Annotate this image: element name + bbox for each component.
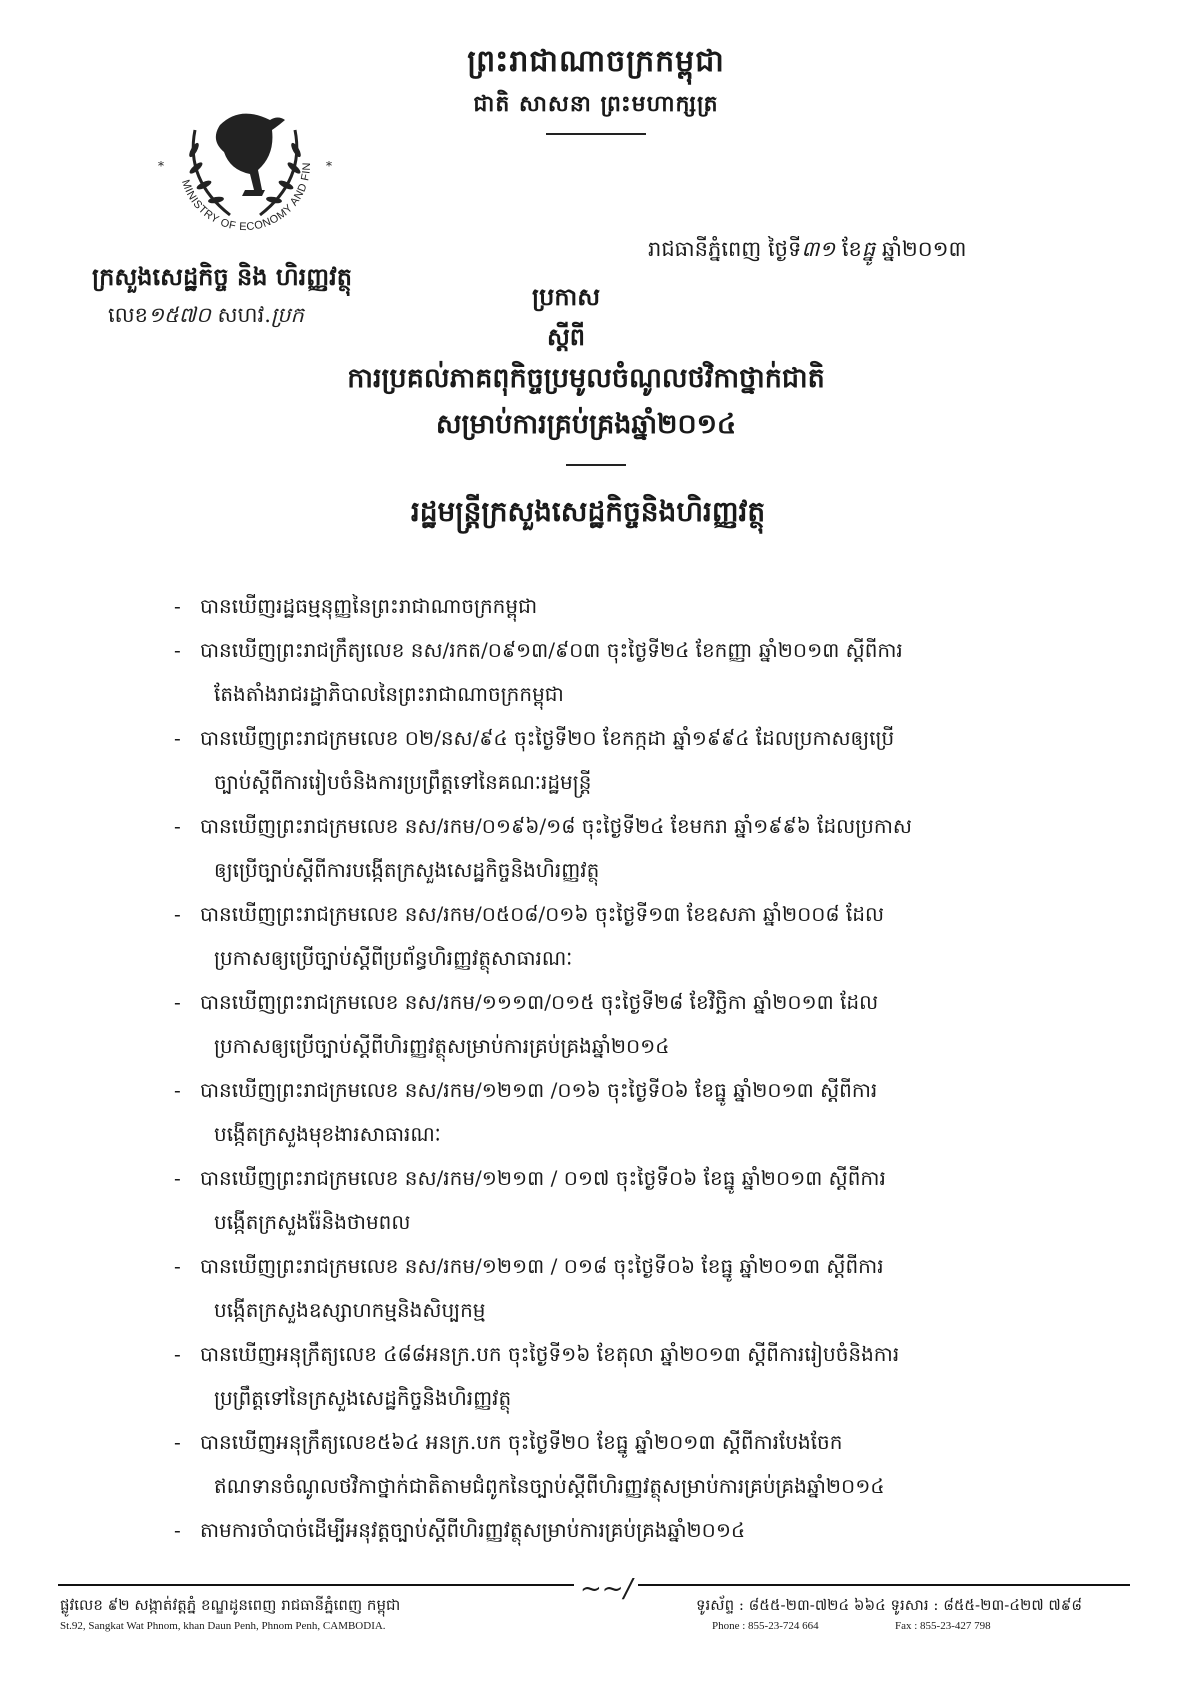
footer-contact-kh: ទូរស័ព្ទ : ៨៥៥-២៣-៧២៤ ៦៦៤ ទូរសារ : ៨៥៥-២៣-៤២៧ ៧៩៨ <box>696 1596 1082 1614</box>
preamble-line2: បង្កើតក្រសួងមុខងារសាធារណៈ <box>214 1122 441 1146</box>
bullet-dash: - <box>174 1078 181 1102</box>
preamble-line2: ច្បាប់ស្តីពីការរៀបចំនិងការប្រព្រឹត្តទៅនៃគណៈរដ្ឋមន្ត្រី <box>214 770 592 794</box>
document-subject-line1: ការប្រគល់ភាគពុកិច្ចប្រមូលចំណូលថវិកាថ្នាក់ជាតិ <box>347 363 825 394</box>
footer-phone-en: Phone : 855-23-724 664 <box>712 1620 819 1632</box>
preamble-line1: បានឃើញព្រះរាជក្រមលេខ នស/រកម/១២១៣ / ០១៨ ចុះថ្ងៃទី០៦ ខែធ្នូ ឆ្នាំ២០១៣ ស្តីពីការ <box>200 1254 884 1278</box>
preamble-item <box>174 1332 1054 1420</box>
date-month-label: ខែ <box>841 237 862 261</box>
footer-initial-mark: ~~/ <box>574 1574 638 1604</box>
preamble-item <box>174 1156 1054 1244</box>
preamble-item <box>174 892 1054 980</box>
preamble-line2: ឲ្យប្រើច្បាប់ស្តីពីការបង្កើតក្រសួងសេដ្ឋកិច្ចនិងហិរញ្ញវត្ថុ <box>214 858 600 882</box>
bullet-dash: - <box>174 1254 181 1278</box>
svg-text:*: * <box>158 159 164 173</box>
issuer-title: រដ្ឋមន្ត្រីក្រសួងសេដ្ឋកិច្ចនិងហិរញ្ញវត្ថុ <box>410 495 766 528</box>
bullet-dash: - <box>174 1430 181 1454</box>
preamble-line1: បានឃើញព្រះរាជក្រមលេខ នស/រកម/១១១៣/០១៥ ចុះថ្ងៃទី២៨ ខែវិច្ឆិកា ឆ្នាំ២០១៣ ដែល <box>200 990 879 1014</box>
preamble-line1: បានឃើញអនុក្រឹត្យលេខ ៤៨៨អនក្រ.បក ចុះថ្ងៃទី១៦ ខែតុលា ឆ្នាំ២០១៣ ស្តីពីការរៀបចំនិងការ <box>200 1342 900 1366</box>
ref-label: លេខ <box>108 303 148 327</box>
preamble-line2: តែងតាំងរាជរដ្ឋាភិបាលនៃព្រះរាជាណាចក្រកម្ពុជា <box>214 682 564 706</box>
preamble-item <box>174 1068 1054 1156</box>
bullet-dash: - <box>174 594 181 618</box>
bullet-dash: - <box>174 814 181 838</box>
footer-address-kh: ផ្លូវលេខ ៩២ សង្កាត់វត្តភ្នំ ខណ្ឌដូនពេញ រាជធានីភ្នំពេញ កម្ពុជា <box>60 1596 401 1614</box>
preamble-item <box>174 628 1054 716</box>
preamble-item <box>174 1508 1054 1552</box>
preamble-line2: បង្កើតក្រសួងឧស្សាហកម្មនិងសិប្បកម្ម <box>214 1298 486 1322</box>
preamble-line1: បានឃើញព្រះរាជក្រមលេខ នស/រកម/១២១៣ /០១៦ ចុះថ្ងៃទី០៦ ខែធ្នូ ឆ្នាំ២០១៣ ស្តីពីការ <box>200 1078 878 1102</box>
date-line <box>648 236 966 267</box>
footer-fax-en: Fax : 855-23-427 798 <box>895 1620 991 1632</box>
preamble-line2: ប្រព្រឹត្តទៅនៃក្រសួងសេដ្ឋកិច្ចនិងហិរញ្ញវត្ថុ <box>214 1386 512 1410</box>
ref-code: ប្រក <box>270 303 304 327</box>
document-subject-line2: សម្រាប់ការគ្រប់គ្រងឆ្នាំ២០១៤ <box>435 409 737 440</box>
preamble-line1: តាមការចាំបាច់ដើម្បីអនុវត្តច្បាប់ស្តីពីហិរញ្ញវត្ថុសម្រាប់ការគ្រប់គ្រងឆ្នាំ២០១៤ <box>200 1518 746 1542</box>
preamble-line2: ប្រកាសឲ្យប្រើច្បាប់ស្តីពីហិរញ្ញវត្ថុសម្រាប់ការគ្រប់គ្រងឆ្នាំ២០១៤ <box>214 1034 670 1058</box>
preamble-line1: បានឃើញព្រះរាជក្រមលេខ នស/រកម/១២១៣ / ០១៧ ចុះថ្ងៃទី០៦ ខែធ្នូ ឆ្នាំ២០១៣ ស្តីពីការ <box>200 1166 886 1190</box>
bullet-dash: - <box>174 1518 181 1542</box>
date-day: ៣១ <box>801 237 836 261</box>
bullet-dash: - <box>174 990 181 1014</box>
preamble-item <box>174 716 1054 804</box>
preamble-line1: បានឃើញព្រះរាជក្រមលេខ នស/រកម/០១៩៦/១៨ ចុះថ្ងៃទី២៤ ខែមករា ឆ្នាំ១៩៩៦ ដែលប្រកាស <box>200 814 912 838</box>
footer-address-en: St.92, Sangkat Wat Phnom, khan Daun Penh, Phnom Penh, CAMBODIA. <box>60 1620 386 1632</box>
preamble-line1: បានឃើញព្រះរាជក្រមលេខ នស/រកម/០៥០៨/០១៦ ចុះថ្ងៃទី១៣ ខែឧសភា ឆ្នាំ២០០៨ ដែល <box>200 902 885 926</box>
document-type: ប្រកាស <box>531 282 601 311</box>
bullet-dash: - <box>174 1166 181 1190</box>
kingdom-title: ព្រះរាជាណាចក្រកម្ពុជា <box>467 44 725 79</box>
preamble-item <box>174 804 1054 892</box>
bullet-dash: - <box>174 638 181 662</box>
date-month: ធ្នូ <box>861 237 876 261</box>
header-divider <box>546 133 646 135</box>
kingdom-motto: ជាតិ សាសនា ព្រះមហាក្សត្រ <box>473 91 719 117</box>
preamble-line1: បានឃើញអនុក្រឹត្យលេខ៥៦៤ អនក្រ.បក ចុះថ្ងៃទី២០ ខែធ្នូ ឆ្នាំ២០១៣ ស្តីពីការបែងចែក <box>200 1430 843 1454</box>
ref-number: ១៥៧០ <box>148 303 211 327</box>
preamble-line2: ឥណទានចំណូលថវិកាថ្នាក់ជាតិតាមជំពូកនៃច្បាប់ស្តីពីហិរញ្ញវត្ថុសម្រាប់ការគ្រប់គ្រងឆ្នាំ២០១៤ <box>214 1474 885 1498</box>
svg-text:*: * <box>326 159 332 173</box>
emblem-text: MINISTRY OF ECONOMY AND FIN <box>179 161 314 234</box>
preamble-item <box>174 584 1054 628</box>
date-year: ឆ្នាំ២០១៣ <box>881 237 967 261</box>
preamble-list <box>174 584 1054 1552</box>
preamble-line2: ប្រកាសឲ្យប្រើច្បាប់ស្តីពីប្រព័ន្ធហិរញ្ញវត្ថុសាធារណៈ <box>214 946 573 970</box>
preamble-item <box>174 980 1054 1068</box>
ministry-name: ក្រសួងសេដ្ឋកិច្ច និង ហិរញ្ញវត្ថុ <box>92 262 352 291</box>
preamble-line1: បានឃើញព្រះរាជក្រឹត្យលេខ នស/រកត/០៩១៣/៩០៣ ចុះថ្ងៃទី២៤ ខែកញ្ញា ឆ្នាំ២០១៣ ស្តីពីការ <box>200 638 903 662</box>
bullet-dash: - <box>174 902 181 926</box>
preamble-line1: បានឃើញរដ្ឋធម្មនុញ្ញនៃព្រះរាជាណាចក្រកម្ពុជា <box>200 594 538 618</box>
preamble-line2: បង្កើតក្រសួងរ៉ែនិងថាមពល <box>214 1210 411 1234</box>
ref-suffix: សហវ. <box>217 303 271 327</box>
preamble-line1: បានឃើញព្រះរាជក្រមលេខ ០២/នស/៩៤ ចុះថ្ងៃទី២០ ខែកក្កដា ឆ្នាំ១៩៩៤ ដែលប្រកាសឲ្យប្រើ <box>200 726 895 750</box>
preamble-item <box>174 1244 1054 1332</box>
date-prefix: រាជធានីភ្នំពេញ ថ្ងៃទី <box>648 237 802 261</box>
preamble-item <box>174 1420 1054 1508</box>
document-about: ស្តីពី <box>546 322 586 351</box>
bullet-dash: - <box>174 726 181 750</box>
bullet-dash: - <box>174 1342 181 1366</box>
subject-divider <box>566 464 626 466</box>
